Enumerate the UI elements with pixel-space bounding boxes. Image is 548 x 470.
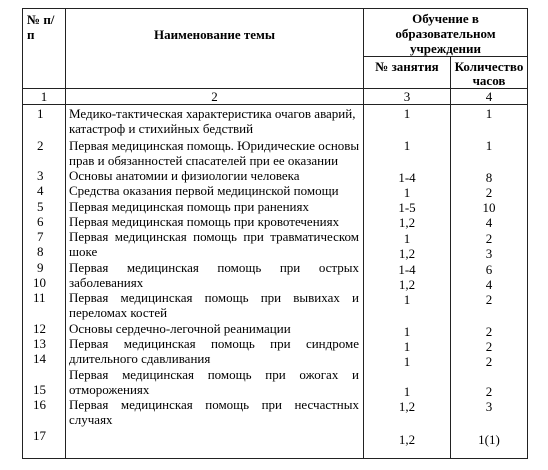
row-topic: Первая медицинская помощь при синдроме bbox=[69, 336, 359, 351]
row-topic: Первая медицинская помощь при травматическом bbox=[69, 229, 359, 244]
column-number: 1 bbox=[40, 89, 48, 104]
column-divider-1 bbox=[65, 8, 66, 459]
table-border-left bbox=[22, 8, 23, 459]
row-lesson: 1,2 bbox=[398, 246, 416, 261]
row-topic: катастроф и стихийных бедствий bbox=[69, 121, 254, 136]
row-hours: 6 bbox=[485, 262, 493, 277]
row-number: 7 bbox=[37, 229, 44, 244]
row-lesson: 1-4 bbox=[398, 262, 416, 277]
row-number: 1 bbox=[37, 106, 44, 121]
row-topic: прав и обязанностей спасателей при ее оказании bbox=[69, 153, 339, 168]
row-number: 11 bbox=[33, 290, 46, 305]
row-lesson: 1 bbox=[403, 106, 411, 121]
row-number: 3 bbox=[37, 168, 44, 183]
row-hours: 3 bbox=[485, 246, 493, 261]
row-lesson: 1 bbox=[403, 384, 411, 399]
row-hours: 4 bbox=[485, 277, 493, 292]
row-topic: случаях bbox=[69, 412, 113, 427]
row-hours: 4 bbox=[485, 215, 493, 230]
row-topic: Средства оказания первой медицинской помощи bbox=[69, 183, 339, 198]
header-number-line1: № п/ bbox=[27, 12, 55, 27]
row-number: 17 bbox=[33, 428, 46, 443]
row-topic: Основы анатомии и физиологии человека bbox=[69, 168, 300, 183]
row-lesson: 1-5 bbox=[398, 200, 416, 215]
row-topic: переломах костей bbox=[69, 305, 168, 320]
column-numbers-line bbox=[22, 104, 528, 105]
row-number: 5 bbox=[37, 199, 44, 214]
column-number: 4 bbox=[485, 89, 493, 104]
row-lesson: 1,2 bbox=[398, 277, 416, 292]
row-number: 15 bbox=[33, 382, 46, 397]
row-hours: 2 bbox=[485, 324, 493, 339]
row-topic: Первая медицинская помощь при несчастных bbox=[69, 397, 359, 412]
row-number: 12 bbox=[33, 321, 46, 336]
header-training-line3: учреждении bbox=[409, 41, 482, 56]
header-training-line2: образовательном bbox=[395, 26, 496, 41]
header-hours-line2: часов bbox=[472, 73, 506, 88]
row-hours: 1 bbox=[485, 138, 493, 153]
row-lesson: 1-4 bbox=[398, 170, 416, 185]
row-hours: 1 bbox=[485, 106, 493, 121]
column-number: 3 bbox=[403, 89, 411, 104]
row-hours: 2 bbox=[485, 185, 493, 200]
row-topic: Первая медицинская помощь. Юридические основы bbox=[69, 138, 360, 153]
row-number: 16 bbox=[33, 397, 46, 412]
row-number: 14 bbox=[33, 351, 46, 366]
row-topic: Первая медицинская помощь при вывихах и bbox=[69, 290, 359, 305]
row-lesson: 1 bbox=[403, 138, 411, 153]
table-border-right bbox=[527, 8, 528, 459]
header-hours-line1: Количество bbox=[454, 59, 524, 74]
row-topic: Медико-тактическая характеристика очагов аварий, bbox=[69, 106, 356, 121]
row-number: 10 bbox=[33, 275, 46, 290]
row-lesson: 1 bbox=[403, 339, 411, 354]
row-hours: 2 bbox=[485, 292, 493, 307]
row-number: 9 bbox=[37, 260, 44, 275]
row-lesson: 1 bbox=[403, 185, 411, 200]
row-hours: 2 bbox=[485, 354, 493, 369]
row-lesson: 1 bbox=[403, 231, 411, 246]
row-hours: 2 bbox=[485, 339, 493, 354]
row-number: 6 bbox=[37, 214, 44, 229]
header-training-line1: Обучение в bbox=[412, 11, 479, 26]
header-subdivider bbox=[363, 56, 528, 57]
row-lesson: 1 bbox=[403, 292, 411, 307]
row-number: 13 bbox=[33, 336, 46, 351]
row-topic: длительного сдавливания bbox=[69, 351, 211, 366]
table-border-bottom bbox=[22, 458, 528, 459]
row-lesson: 1 bbox=[403, 354, 411, 369]
row-topic: отморожениях bbox=[69, 382, 150, 397]
header-lesson-number: № занятия bbox=[375, 59, 439, 74]
row-hours: 2 bbox=[485, 231, 493, 246]
row-hours: 8 bbox=[485, 170, 493, 185]
header-topic: Наименование темы bbox=[153, 27, 276, 42]
row-topic: Первая медицинская помощь при кровотечениях bbox=[69, 214, 340, 229]
row-number: 2 bbox=[37, 138, 44, 153]
row-topic: Первая медицинская помощь при острых bbox=[69, 260, 359, 275]
row-lesson: 1,2 bbox=[398, 215, 416, 230]
row-topic: заболеваниях bbox=[69, 275, 144, 290]
row-hours: 1(1) bbox=[478, 432, 500, 447]
row-topic: Первая медицинская помощь при ранениях bbox=[69, 199, 309, 214]
column-number: 2 bbox=[211, 89, 218, 104]
row-lesson: 1 bbox=[403, 324, 411, 339]
row-topic: Основы сердечно-легочной реанимации bbox=[69, 321, 291, 336]
row-lesson: 1,2 bbox=[398, 399, 416, 414]
row-topic: шоке bbox=[69, 244, 98, 259]
header-number-line2: п bbox=[27, 27, 35, 42]
row-number: 4 bbox=[37, 183, 44, 198]
row-number: 8 bbox=[37, 244, 44, 259]
row-topic: Первая медицинская помощь при ожогах и bbox=[69, 367, 359, 382]
row-hours: 3 bbox=[485, 399, 493, 414]
row-hours: 2 bbox=[485, 384, 493, 399]
row-lesson: 1,2 bbox=[398, 432, 416, 447]
row-hours: 10 bbox=[482, 200, 496, 215]
table-border-top bbox=[22, 8, 528, 9]
